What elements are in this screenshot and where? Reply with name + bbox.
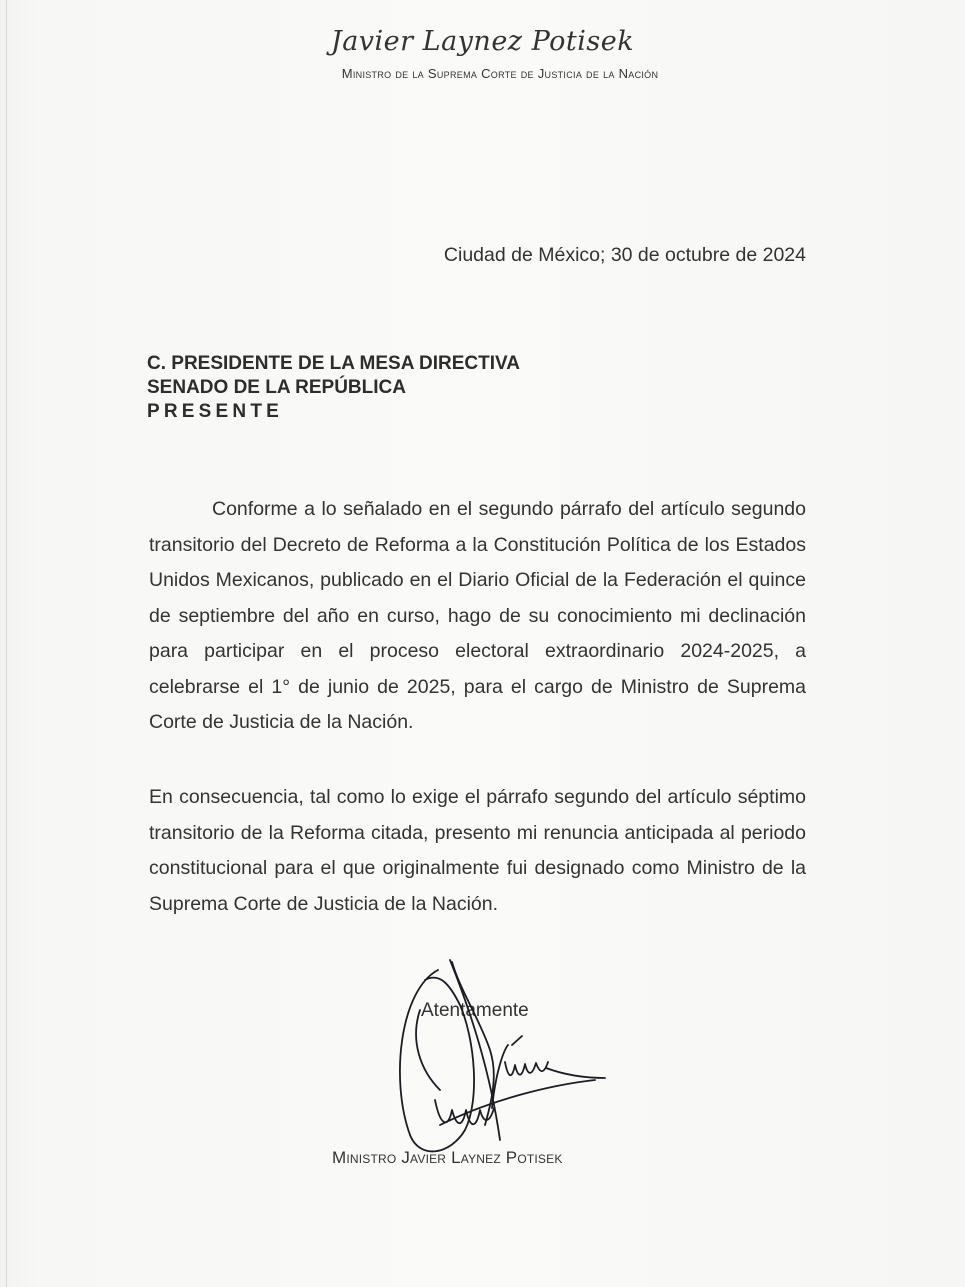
addressee-block xyxy=(147,352,520,424)
letterhead-title: Ministro de la Suprema Corte de Justicia de la Nación xyxy=(341,66,659,81)
signer-name: Ministro Javier Laynez Potisek xyxy=(332,1148,563,1167)
addressee-line-3: PRESENTE xyxy=(147,401,284,422)
letterhead-name: Javier Laynez Potisek xyxy=(330,26,635,57)
date-line: Ciudad de México; 30 de octubre de 2024 xyxy=(443,244,806,266)
handwritten-signature xyxy=(380,950,620,1170)
body-paragraph-1: Conforme a lo señalado en el segundo párrafo del artículo segundo transitorio del Decreto de Reforma a la Constitución Política de los Estados Unidos Mexicanos, publicado en el Diario Oficial de la Federación el quince de septiembre del año en curso, hago de su conocimiento mi declinación para participar en el proceso electoral extraordinario 2024-2025, a celebrarse el 1° de junio de 2025, para el cargo de Ministro de Suprema Corte de Justicia de la Nación. xyxy=(149,498,806,733)
addressee-line-2: SENADO DE LA REPÚBLICA xyxy=(147,377,406,398)
body-paragraph-2: En consecuencia, tal como lo exige el párrafo segundo del artículo séptimo transitorio de la Reforma citada, presento mi renuncia anticipada al periodo constitucional para el que originalmente fui designado como Ministro de la Suprema Corte de Justicia de la Nación. xyxy=(149,786,806,915)
paper-edge xyxy=(6,0,7,1287)
addressee-line-1: C. PRESIDENTE DE LA MESA DIRECTIVA xyxy=(147,353,520,374)
closing-text: Atentamente xyxy=(421,1000,529,1021)
